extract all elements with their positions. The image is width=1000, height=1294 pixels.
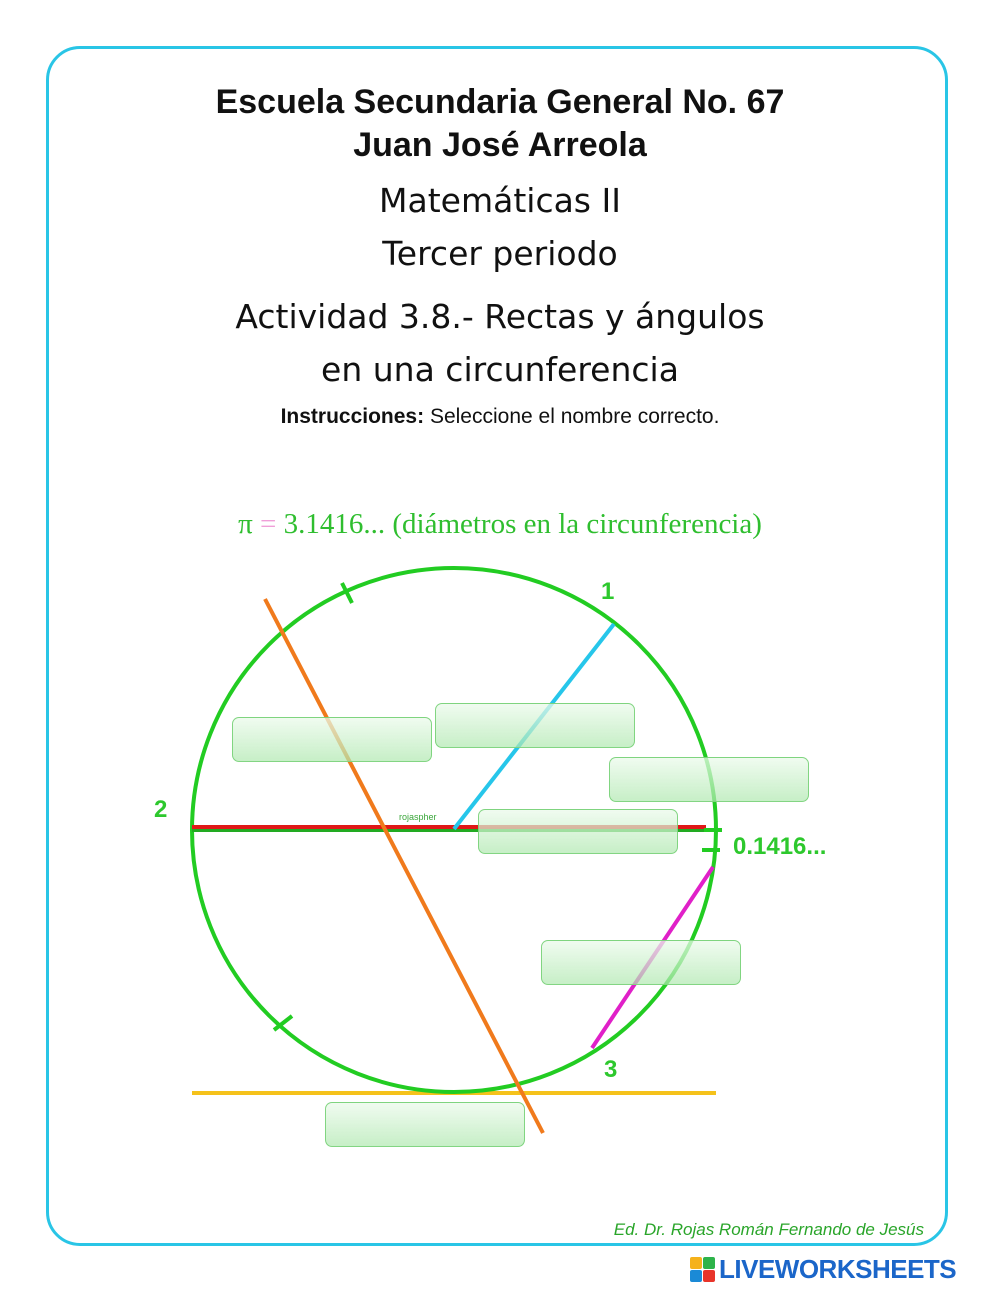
author-credit: Ed. Dr. Rojas Román Fernando de Jesús bbox=[613, 1220, 924, 1239]
pi-equals: = bbox=[252, 508, 284, 540]
answer-dropdown-4[interactable] bbox=[478, 809, 678, 854]
answer-dropdown-5[interactable] bbox=[541, 940, 741, 985]
answer-dropdown-3[interactable] bbox=[609, 757, 809, 802]
answer-dropdown-2[interactable] bbox=[435, 703, 635, 748]
subject-title: Matemáticas II bbox=[379, 181, 621, 220]
school-name: Escuela Secundaria General No. 67 bbox=[215, 83, 785, 121]
liveworksheets-logo-icon bbox=[690, 1257, 715, 1282]
activity-title-line2: en una circunferencia bbox=[321, 350, 679, 389]
pi-value: 3.1416... bbox=[283, 508, 386, 540]
liveworksheets-brand bbox=[690, 1254, 956, 1284]
pi-description: (diámetros en la circunferencia) bbox=[385, 508, 762, 540]
instructions-text: Seleccione el nombre correcto. bbox=[424, 405, 720, 428]
point-label-2: 2 bbox=[154, 796, 168, 823]
answer-dropdown-1[interactable] bbox=[232, 717, 432, 762]
pi-symbol: π bbox=[238, 508, 253, 540]
remainder-label: 0.1416... bbox=[733, 833, 827, 860]
point-label-1: 1 bbox=[601, 578, 615, 605]
instructions-label: Instrucciones: bbox=[280, 405, 425, 428]
school-subname: Juan José Arreola bbox=[353, 126, 647, 164]
answer-dropdown-6[interactable] bbox=[325, 1102, 525, 1147]
period-title: Tercer periodo bbox=[382, 234, 618, 273]
brand-name: LIVEWORKSHEETS bbox=[719, 1253, 957, 1284]
watermark: rojaspher bbox=[399, 812, 437, 822]
activity-title-line1: Actividad 3.8.- Rectas y ángulos bbox=[235, 297, 765, 336]
point-label-3: 3 bbox=[604, 1056, 618, 1083]
secant-line bbox=[265, 599, 543, 1133]
